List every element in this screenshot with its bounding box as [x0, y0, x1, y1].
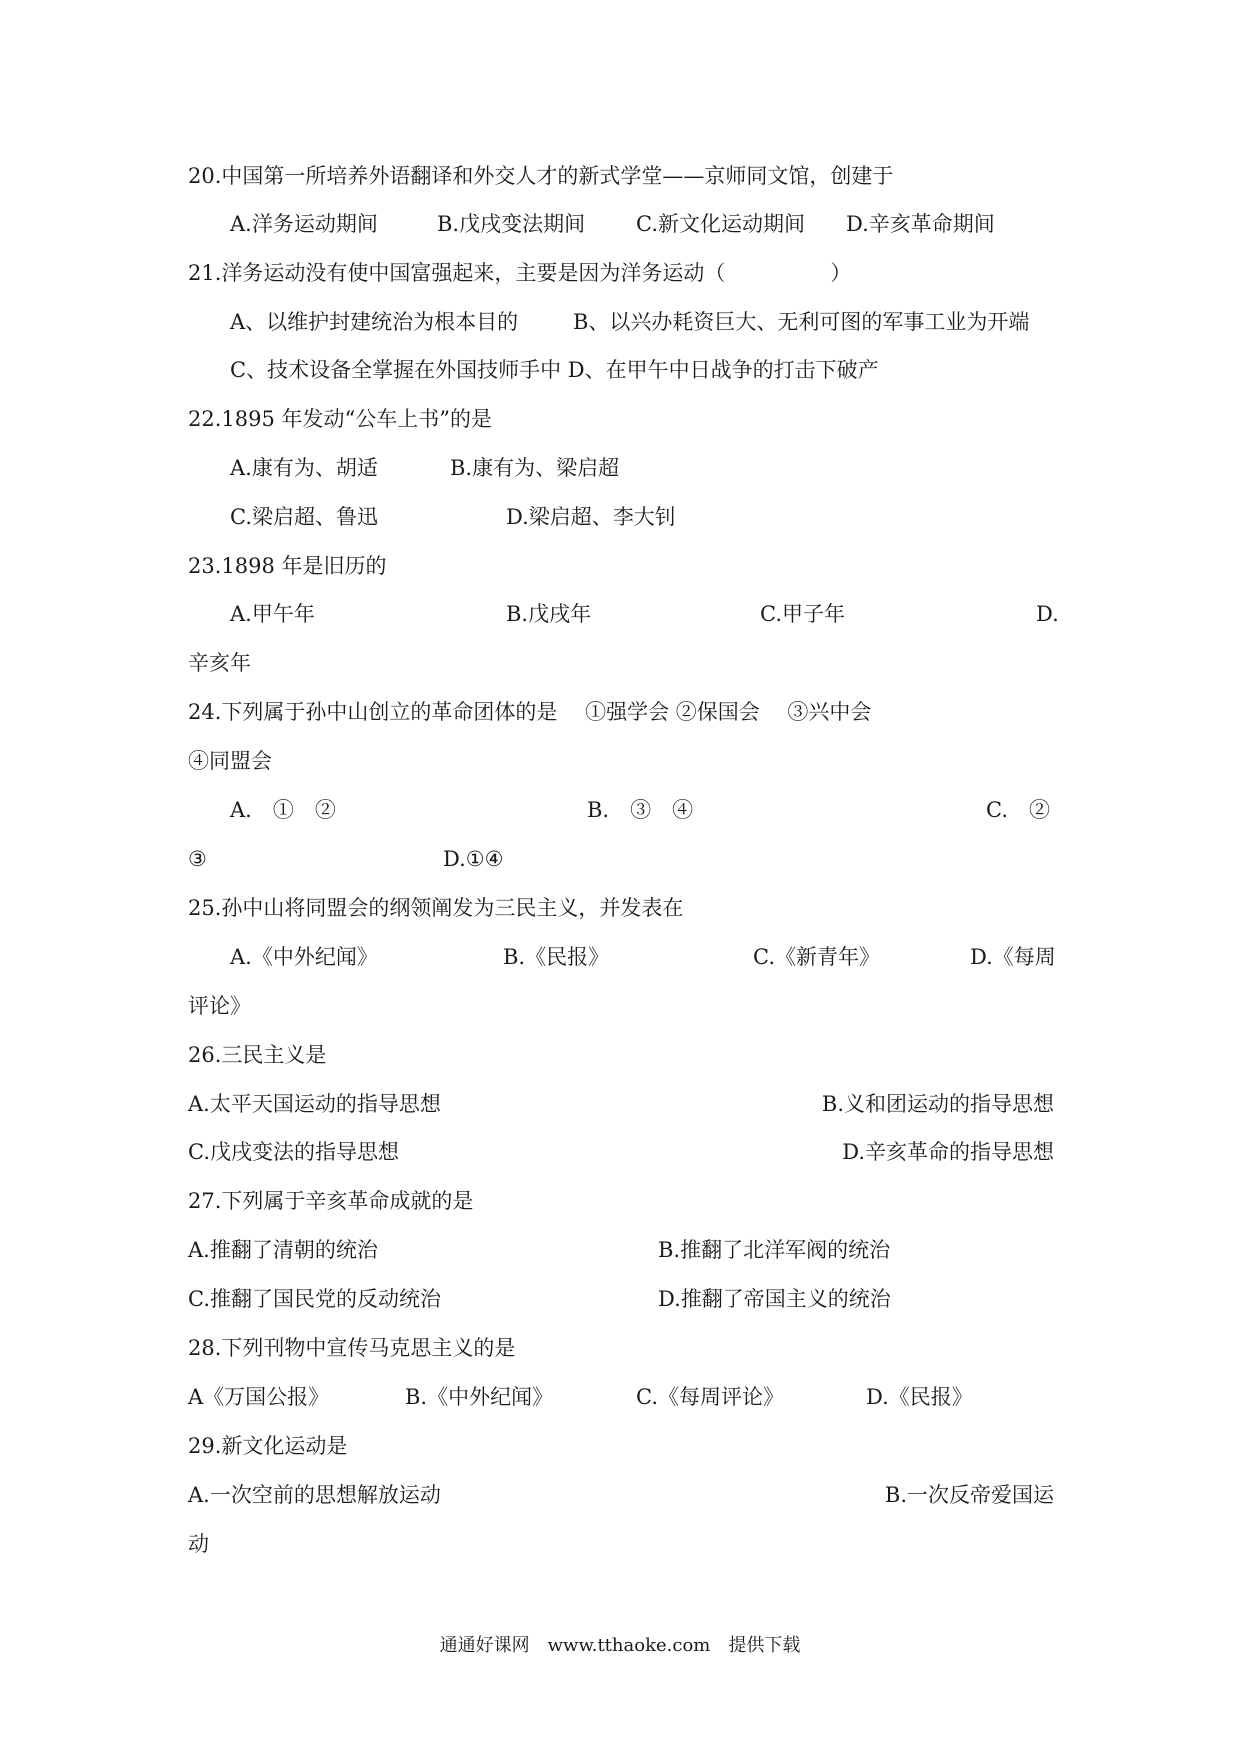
- q27-option-b: B.推翻了北洋军阀的统治: [658, 1238, 891, 1262]
- q24-option-a: A. ① ②: [230, 798, 336, 822]
- q26-option-b: B.义和团运动的指导思想: [821, 1092, 1054, 1116]
- q26-option-a: A.太平天国运动的指导思想: [188, 1092, 441, 1116]
- q22-option-b: B.康有为、梁启超: [450, 456, 620, 480]
- q23-option-d: D.: [1036, 602, 1059, 626]
- q25-option-c: C.《新青年》: [753, 945, 880, 969]
- q27-option-a: A.推翻了清朝的统治: [188, 1238, 378, 1262]
- q26-option-c: C.戊戌变法的指导思想: [188, 1140, 399, 1164]
- question-29: 29.新文化运动是: [188, 1434, 348, 1458]
- q24-option-d: D.①④: [443, 847, 504, 871]
- question-26: 26.三民主义是: [188, 1043, 327, 1067]
- q25-option-b: B.《民报》: [503, 945, 610, 969]
- question-20: 20.中国第一所培养外语翻译和外交人才的新式学堂——京师同文馆，创建于: [188, 164, 894, 188]
- q21-option-b: B、以兴办耗资巨大、无利可图的军事工业为开端: [573, 310, 1030, 334]
- question-24: 24.下列属于孙中山创立的革命团体的是 ①强学会 ②保国会 ③兴中会: [188, 700, 872, 724]
- q22-option-c: C.梁启超、鲁迅: [230, 505, 378, 529]
- q22-option-d: D.梁启超、李大钊: [506, 505, 676, 529]
- q27-option-d: D.推翻了帝国主义的统治: [658, 1287, 891, 1311]
- q21-option-a: A、以维护封建统治为根本目的: [230, 310, 519, 334]
- q20-option-a: A.洋务运动期间: [230, 212, 378, 236]
- q26-option-d: D.辛亥革命的指导思想: [842, 1140, 1054, 1164]
- q20-option-c: C.新文化运动期间: [636, 212, 805, 236]
- question-24-wrap: ④同盟会: [188, 749, 272, 773]
- page-footer: 通通好课网 www.tthaoke.com 提供下载: [439, 1635, 801, 1656]
- q28-option-a: A《万国公报》: [188, 1385, 330, 1409]
- q24-option-c-wrap: ③: [188, 847, 207, 871]
- q25-option-d: D.《每周: [970, 945, 1056, 969]
- q28-option-c: C.《每周评论》: [636, 1385, 784, 1409]
- q23-option-d-wrap: 辛亥年: [188, 651, 251, 675]
- q29-option-b: B.一次反帝爱国运: [884, 1483, 1054, 1507]
- q24-option-b: B. ③ ④: [587, 798, 694, 822]
- q28-option-d: D.《民报》: [866, 1385, 973, 1409]
- q23-option-b: B.戊戌年: [506, 602, 592, 626]
- question-27: 27.下列属于辛亥革命成就的是: [188, 1189, 474, 1213]
- question-22: 22.1895 年发动“公车上书”的是: [188, 407, 492, 431]
- q24-option-c: C. ②: [986, 798, 1050, 822]
- question-28: 28.下列刊物中宣传马克思主义的是: [188, 1336, 516, 1360]
- q23-option-a: A.甲午年: [230, 602, 315, 626]
- question-25: 25.孙中山将同盟会的纲领阐发为三民主义，并发表在: [188, 896, 684, 920]
- q20-option-d: D.辛亥革命期间: [846, 212, 995, 236]
- question-23: 23.1898 年是旧历的: [188, 554, 387, 578]
- q21-option-cd: C、技术设备全掌握在外国技师手中 D、在甲午中日战争的打击下破产: [230, 358, 879, 382]
- q23-option-c: C.甲子年: [760, 602, 845, 626]
- q20-option-b: B.戊戌变法期间: [437, 212, 586, 236]
- q27-option-c: C.推翻了国民党的反动统治: [188, 1287, 441, 1311]
- q22-option-a: A.康有为、胡适: [230, 456, 378, 480]
- q29-option-a: A.一次空前的思想解放运动: [188, 1483, 441, 1507]
- q29-option-b-wrap: 动: [188, 1532, 209, 1556]
- q25-option-a: A.《中外纪闻》: [230, 945, 378, 969]
- question-21: 21.洋务运动没有使中国富强起来，主要是因为洋务运动（ ）: [188, 261, 852, 285]
- q25-option-d-wrap: 评论》: [188, 994, 251, 1018]
- q28-option-b: B.《中外纪闻》: [405, 1385, 554, 1409]
